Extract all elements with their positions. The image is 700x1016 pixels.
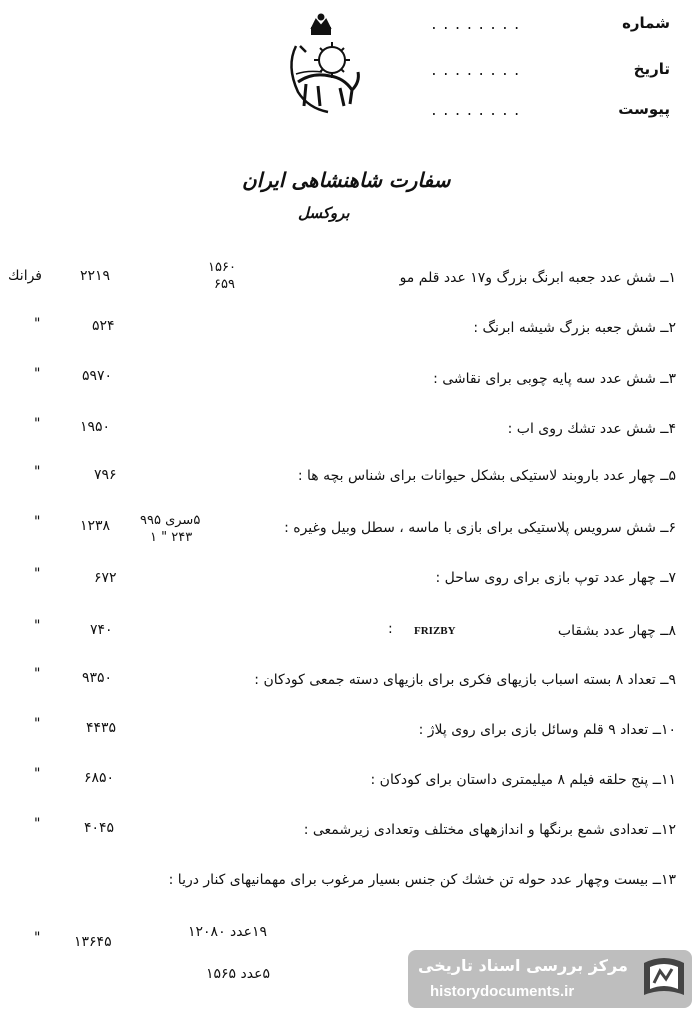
item-9-ditto: " [34, 666, 41, 682]
item-8-ditto: " [34, 618, 41, 634]
item-11-ditto: " [34, 766, 41, 782]
list-item-1: ۱ــ شش عدد جعبه ابرنگ بزرگ و۱۷ عدد قلم مو [399, 270, 676, 286]
item-12-amount: ۴۰۴۵ [84, 820, 115, 836]
date-dots: ........ [430, 64, 525, 79]
item-3-amount: ۵۹۷۰ [82, 368, 113, 384]
item-11-amount: ۶۸۵۰ [84, 770, 115, 786]
attachment-label: پیوست [618, 100, 670, 118]
item-12-ditto: " [34, 816, 41, 832]
item-3-ditto: " [34, 366, 41, 382]
item-8-amount: ۷۴۰ [90, 622, 113, 638]
list-item-10: ۱۰ــ تعداد ۹ قلم وسائل بازی برای روی پلاژ : [418, 722, 676, 738]
item-1-amount: ۲۲۱۹ [80, 268, 111, 284]
item-8-latin-word: FRIZBY [414, 625, 456, 637]
item-6-subtotal-b: ۱ " ۲۴۳ [150, 530, 193, 545]
list-item-6: ۶ــ شش سرویس پلاستیکی برای بازی با ماسه ، سطل وبیل وغیره : [284, 520, 676, 536]
item-13-subtotal-a: ۱۹عدد ۱۲۰۸۰ [188, 924, 268, 940]
item-2-amount: ۵۲۴ [92, 318, 115, 334]
number-dots: ........ [430, 18, 525, 33]
list-item-4: ۴ــ شش عدد تشك روی اب : [507, 421, 676, 437]
item-1-currency: فرانك [8, 268, 43, 284]
item-2-ditto: " [34, 316, 41, 332]
item-10-ditto: " [34, 716, 41, 732]
list-item-8: ۸ــ چهار عدد بشقاب [557, 623, 676, 639]
watermark-url: historydocuments.ir [430, 983, 575, 1000]
item-1-subtotal-a: ۱۵۶۰ [208, 260, 236, 275]
item-6-subtotal-a: ۵سری ۹۹۵ [140, 513, 201, 528]
item-7-ditto: " [34, 566, 41, 582]
list-item-9: ۹ــ تعداد ۸ بسته اسباب بازیهای فکری برای بازیهای دسته جمعی کودکان : [254, 672, 676, 688]
item-6-amount: ۱۲۳۸ [80, 518, 111, 534]
date-label: تاریخ [633, 60, 670, 78]
attachment-dots: ........ [430, 104, 525, 119]
letterhead-subtitle: بروکسل [298, 204, 350, 222]
list-item-5: ۵ــ چهار عدد باروبند لاستیکی بشکل حیوانات برای شناس بچه ها : [297, 468, 676, 484]
item-4-amount: ۱۹۵۰ [80, 419, 111, 435]
list-item-13: ۱۳ــ بیست وچهار عدد حوله تن خشك کن جنس بسیار مرغوب برای مهمانیهای کنار دریا : [168, 872, 676, 888]
item-6-ditto: " [34, 514, 41, 530]
list-item-12: ۱۲ــ تعدادی شمع برنگها و اندازههای مختلف وتعدادی زیرشمعی : [303, 822, 676, 838]
item-13-ditto: " [34, 930, 41, 946]
item-1-subtotal-b: ۶۵۹ [214, 277, 235, 292]
letterhead-title: سفارت شاهنشاهی ایران [242, 168, 451, 192]
item-5-ditto: " [34, 464, 41, 480]
item-7-amount: ۶۷۲ [94, 570, 117, 586]
item-13-amount: ۱۳۶۴۵ [74, 934, 112, 950]
item-9-amount: ۹۳۵۰ [82, 670, 113, 686]
list-item-7: ۷ــ چهار عدد توپ بازی برای روی ساحل : [435, 570, 676, 586]
item-13-subtotal-b: ۵عدد ۱۵۶۵ [206, 966, 270, 982]
list-item-3: ۳ــ شش عدد سه پایه چوبی برای نقاشی : [433, 371, 676, 387]
item-10-amount: ۴۴۳۵ [86, 720, 117, 736]
list-item-11: ۱۱ــ پنج حلقه فیلم ۸ میلیمتری داستان برای کودکان : [370, 772, 676, 788]
item-5-amount: ۷۹۶ [94, 467, 117, 483]
document-archive-logo-icon [640, 953, 688, 1003]
list-item-2: ۲ــ شش جعبه بزرگ شیشه ابرنگ : [473, 320, 676, 336]
number-label: شماره [622, 14, 670, 32]
item-4-ditto: " [34, 416, 41, 432]
item-8-colon: : [388, 621, 393, 637]
lion-and-sun-emblem [278, 12, 364, 118]
watermark-title: مرکز بررسی اسناد تاریخی [418, 956, 628, 975]
